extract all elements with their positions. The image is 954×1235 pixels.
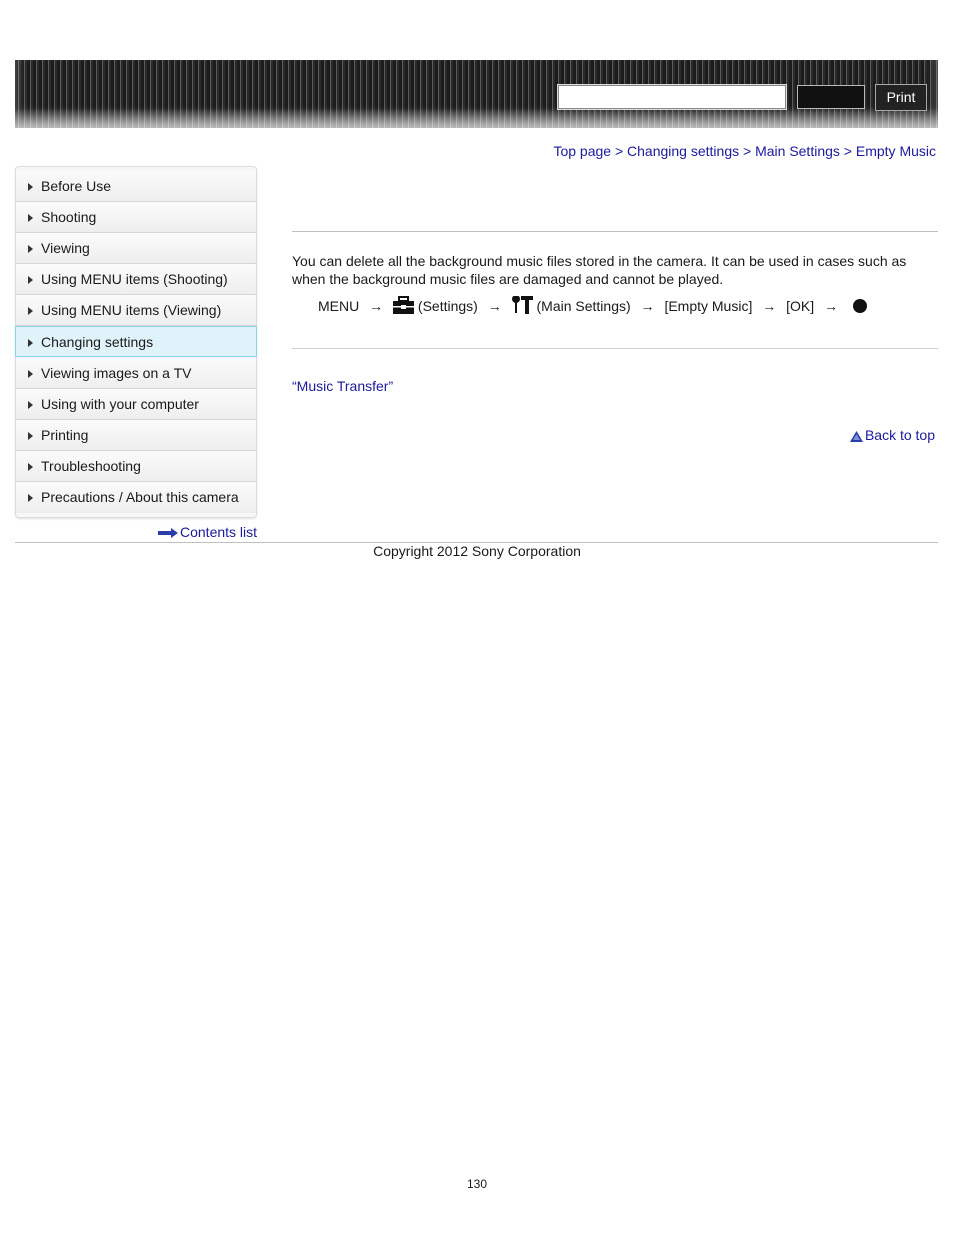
triangle-right-icon bbox=[28, 370, 33, 378]
step-main-settings: (Main Settings) bbox=[536, 298, 631, 314]
sidebar-item-label: Troubleshooting bbox=[41, 458, 141, 474]
breadcrumb-main-settings[interactable]: Main Settings bbox=[755, 143, 840, 159]
triangle-right-icon bbox=[28, 339, 33, 347]
sidebar-item-changing-settings[interactable] bbox=[15, 326, 257, 357]
title-divider bbox=[292, 231, 938, 232]
sidebar-item-label: Before Use bbox=[41, 178, 112, 194]
triangle-up-icon bbox=[850, 431, 863, 442]
music-transfer-link[interactable]: “Music Transfer” bbox=[292, 378, 394, 394]
triangle-right-icon bbox=[28, 276, 33, 284]
triangle-right-icon bbox=[28, 307, 33, 315]
triangle-right-icon bbox=[28, 401, 33, 409]
search-button[interactable] bbox=[797, 85, 865, 109]
triangle-right-icon bbox=[28, 214, 33, 222]
step-empty-music: [Empty Music] bbox=[664, 298, 753, 314]
sidebar-item-viewing[interactable] bbox=[16, 233, 256, 264]
procedure-steps bbox=[318, 294, 868, 318]
breadcrumb-changing-settings[interactable]: Changing settings bbox=[627, 143, 740, 159]
breadcrumb-empty-music[interactable]: Empty Music bbox=[855, 143, 936, 159]
breadcrumb-separator: > bbox=[614, 143, 624, 159]
arrow-icon: → bbox=[762, 298, 777, 314]
step-settings: (Settings) bbox=[417, 298, 478, 314]
print-button[interactable]: Print bbox=[875, 84, 927, 111]
step-menu: MENU bbox=[318, 298, 360, 314]
sidebar-item-troubleshooting[interactable] bbox=[16, 451, 256, 482]
sidebar-item-label: Printing bbox=[41, 427, 89, 443]
breadcrumb-separator: > bbox=[743, 143, 752, 159]
center-button-icon bbox=[852, 298, 868, 314]
breadcrumb-top-page[interactable]: Top page bbox=[553, 143, 612, 159]
sidebar-item-label: Shooting bbox=[41, 209, 97, 225]
triangle-right-icon bbox=[28, 494, 33, 502]
sidebar-item-menu-viewing[interactable] bbox=[16, 295, 256, 326]
triangle-right-icon bbox=[28, 463, 33, 471]
sidebar-item-label: Precautions / About this camera bbox=[41, 489, 239, 505]
sidebar-item-shooting[interactable] bbox=[16, 202, 256, 233]
copyright-text: Copyright 2012 Sony Corporation bbox=[373, 543, 581, 559]
sidebar-item-precautions[interactable] bbox=[16, 482, 256, 513]
sidebar-item-before-use[interactable] bbox=[16, 171, 256, 202]
breadcrumb bbox=[553, 143, 936, 159]
intro-paragraph: You can delete all the background music files stored in the camera. It can be used in cases such as when the background music files are damaged and cannot be played. bbox=[292, 253, 907, 287]
sidebar-item-label: Viewing bbox=[41, 240, 90, 256]
arrow-right-icon bbox=[158, 528, 178, 538]
triangle-right-icon bbox=[28, 432, 33, 440]
sidebar-item-label: Using MENU items (Viewing) bbox=[41, 302, 222, 318]
sidebar-item-computer[interactable] bbox=[16, 389, 256, 420]
sidebar-item-label: Using MENU items (Shooting) bbox=[41, 271, 228, 287]
step-ok: [OK] bbox=[786, 298, 815, 314]
arrow-icon: → bbox=[369, 298, 384, 314]
sidebar-item-printing[interactable] bbox=[16, 420, 256, 451]
sidebar-item-label: Viewing images on a TV bbox=[41, 365, 192, 381]
contents-list-label: Contents list bbox=[180, 524, 258, 540]
arrow-icon: → bbox=[487, 298, 502, 314]
triangle-right-icon bbox=[28, 183, 33, 191]
related-divider bbox=[292, 348, 938, 349]
sidebar-nav bbox=[15, 166, 257, 518]
sidebar-item-label: Using with your computer bbox=[41, 396, 199, 412]
breadcrumb-separator: > bbox=[843, 143, 852, 159]
toolbox-icon bbox=[393, 296, 414, 314]
sidebar-item-label: Changing settings bbox=[41, 334, 154, 350]
contents-list-link[interactable] bbox=[158, 524, 257, 540]
arrow-icon: → bbox=[640, 298, 655, 314]
sidebar-item-viewing-tv[interactable] bbox=[16, 358, 256, 389]
back-to-top-label: Back to top bbox=[864, 427, 935, 443]
wrench-icon bbox=[512, 296, 533, 314]
triangle-right-icon bbox=[28, 245, 33, 253]
page-number: 130 bbox=[466, 1177, 488, 1191]
arrow-icon: → bbox=[824, 298, 839, 314]
sidebar-item-menu-shooting[interactable] bbox=[16, 264, 256, 295]
back-to-top-link[interactable] bbox=[850, 427, 935, 443]
search-input[interactable] bbox=[558, 85, 786, 109]
